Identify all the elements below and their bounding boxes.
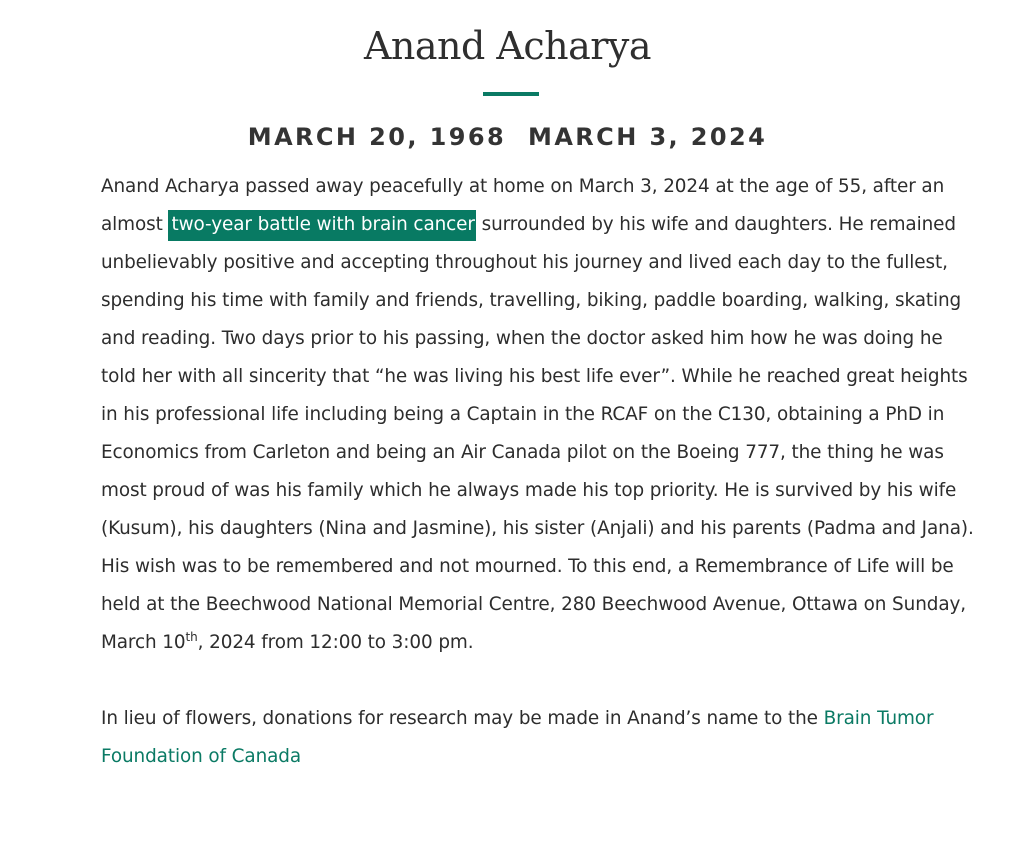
birth-date: MARCH 20, 1968 — [247, 123, 507, 151]
obituary-paragraph — [101, 168, 981, 662]
title-divider — [483, 92, 539, 96]
page-title: Anand Acharya — [363, 24, 652, 68]
paragraph-text-start: Anand Acharya passed away peacefully at home on March 3, 2024 at the age of 55, after an almost — [101, 176, 945, 235]
ordinal-superscript: th — [185, 630, 198, 644]
life-dates — [0, 120, 1015, 154]
death-date: MARCH 3, 2024 — [528, 123, 768, 151]
highlighted-text: two-year battle with brain cancer — [168, 210, 475, 241]
paragraph-text-main: surrounded by his wife and daughters. He remained unbelievably positive and accepting throughout his journey and lived each day to the fullest, spending his time with family and friends, travelling, biking, paddle boarding, walking, skating and reading. Two days prior to his passing, when the doctor asked him how he was doing he told her with all sincerity that “he was living his best life ever”. While he reached great heights in his professional life including being a Captain in the RCAF on the C130, obtaining a PhD in Economics from Carleton and being an Air Canada pilot on the Boeing 777, the thing he was most proud of was his family which he always made his top priority. He is survived by his wife (Kusum), his daughters (Nina and Jasmine), his sister (Anjali) and his parents (Padma and Jana). His wish was to be remembered and not mourned. To this end, a Remembrance of Life will be held at the Beechwood National Memorial Centre, 280 Beechwood Avenue, Ottawa on Sunday, March 10 — [101, 214, 974, 653]
donation-text: In lieu of flowers, donations for research may be made in Anand’s name to the — [101, 708, 824, 729]
donation-paragraph — [101, 700, 981, 776]
brain-tumor-foundation-link[interactable]: Brain Tumor Foundation of Canada — [101, 708, 934, 767]
paragraph-text-end: , 2024 from 12:00 to 3:00 pm. — [197, 632, 474, 653]
obituary-body — [101, 168, 981, 776]
